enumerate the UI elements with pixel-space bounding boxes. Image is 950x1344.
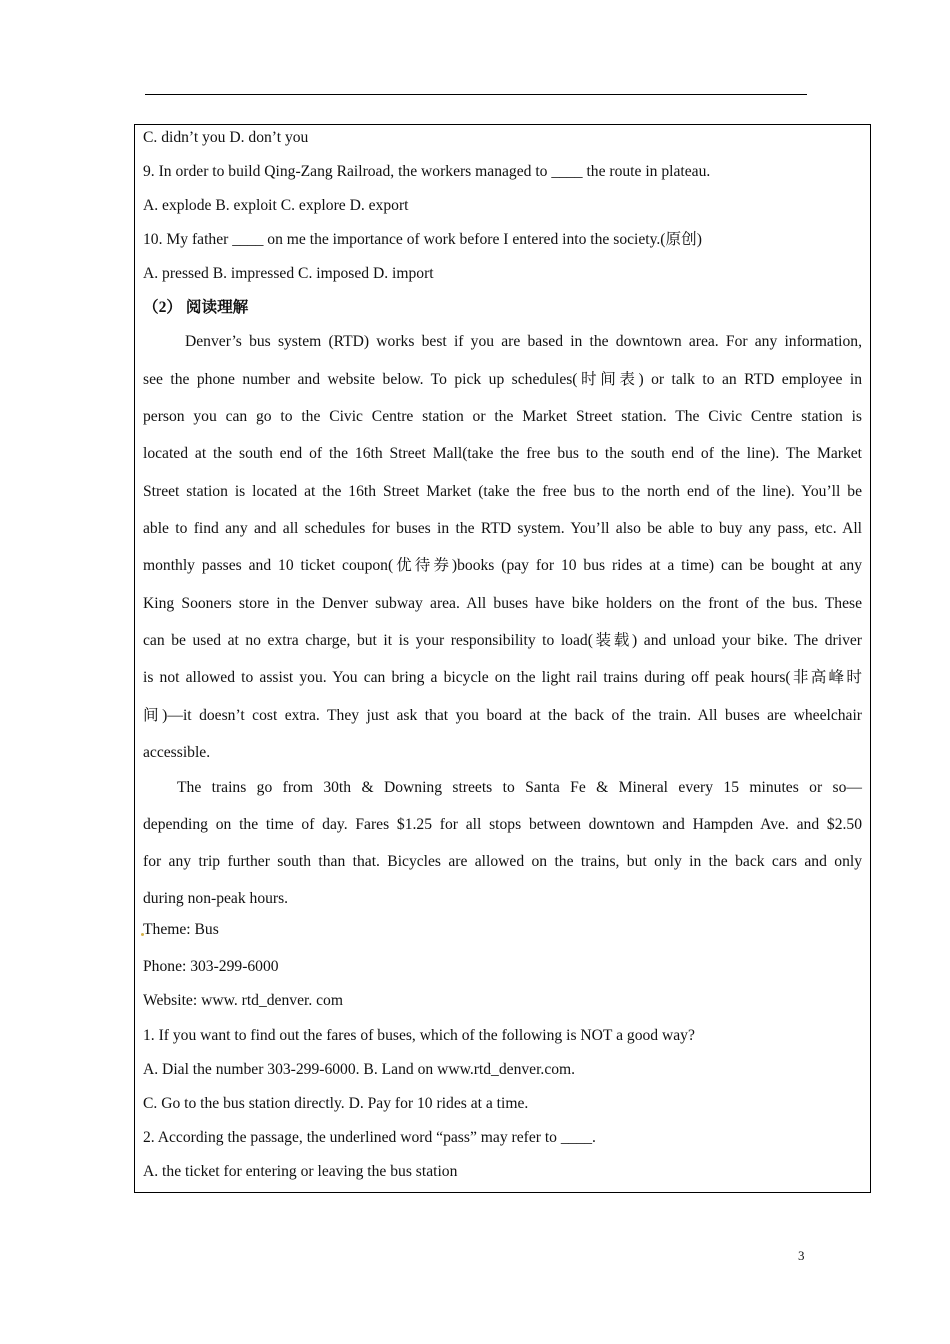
passage-p1-line: located at the south end of the 16th Street Mall(take the free bus to the south end of the line). The Market: [143, 445, 862, 462]
passage-p2-line: for any trip further south than that. Bicycles are allowed on the trains, but only in the back cars and only: [143, 853, 862, 870]
passage-p1-line: person you can go to the Civic Centre station or the Market Street station. The Civic Centre station is: [143, 408, 862, 425]
section-heading: （2） 阅读理解: [143, 299, 249, 316]
passage-p2-line: depending on the time of day. Fares $1.25 for all stops between downtown and Hampden Ave. and $2.50: [143, 816, 862, 833]
q9-text: 9. In order to build Qing-Zang Railroad, the workers managed to ____ the route in plateau.: [143, 163, 711, 180]
q2-text: 2. According the passage, the underlined word “pass” may refer to ____.: [143, 1129, 596, 1146]
info-website: Website: www. rtd_denver. com: [143, 992, 343, 1009]
passage-p1-line: 间)—it doesn’t cost extra. They just ask that you board at the back of the train. All buses are wheelchair: [143, 707, 862, 724]
q10-text: 10. My father ____ on me the importance of work before I entered into the society.(原创): [143, 231, 702, 248]
passage-p1-line: Denver’s bus system (RTD) works best if you are based in the downtown area. For any information,: [185, 333, 862, 350]
q1-text: 1. If you want to find out the fares of buses, which of the following is NOT a good way?: [143, 1027, 695, 1044]
passage-p1-line: accessible.: [143, 744, 211, 761]
q8-options-cd: C. didn’t you D. don’t you: [143, 129, 309, 146]
info-phone: Phone: 303-299-6000: [143, 958, 279, 975]
passage-p1-line: can be used at no extra charge, but it is your responsibility to load(装载) and unload your bike. The driver: [143, 632, 862, 649]
info-theme: Theme: Bus: [143, 921, 219, 938]
page-number: 3: [798, 1248, 805, 1263]
passage-p1-line: King Sooners store in the Denver subway area. All buses have bike holders on the front of the bus. These: [143, 595, 862, 612]
passage-p1-line: Street station is located at the 16th Street Market (take the free bus to the north end of the line). You’ll be: [143, 483, 862, 500]
passage-p1-line: is not allowed to assist you. You can bring a bicycle on the light rail trains during off peak hours(非高峰时: [143, 669, 862, 686]
passage-p2-line: The trains go from 30th & Downing streets to Santa Fe & Mineral every 15 minutes or so—: [177, 779, 862, 796]
q1-options-ab: A. Dial the number 303-299-6000. B. Land on www.rtd_denver.com.: [143, 1061, 576, 1078]
passage-p2-line: during non-peak hours.: [143, 890, 289, 907]
passage-p1-line: see the phone number and website below. To pick up schedules(时间表) or talk to an RTD employee in: [143, 371, 862, 388]
passage-p1-line: monthly passes and 10 ticket coupon(优待券)books (pay for 10 bus rides at a time) can be bought at any: [143, 557, 862, 574]
passage-p1-line: able to find any and all schedules for buses in the RTD system. You’ll also be able to buy any pass, etc. All: [143, 520, 862, 537]
q9-options: A. explode B. exploit C. explore D. export: [143, 197, 409, 214]
q10-options: A. pressed B. impressed C. imposed D. import: [143, 265, 434, 282]
q2-option-a: A. the ticket for entering or leaving the bus station: [143, 1163, 458, 1180]
q1-options-cd: C. Go to the bus station directly. D. Pay for 10 rides at a time.: [143, 1095, 529, 1112]
header-rule: [145, 94, 807, 95]
